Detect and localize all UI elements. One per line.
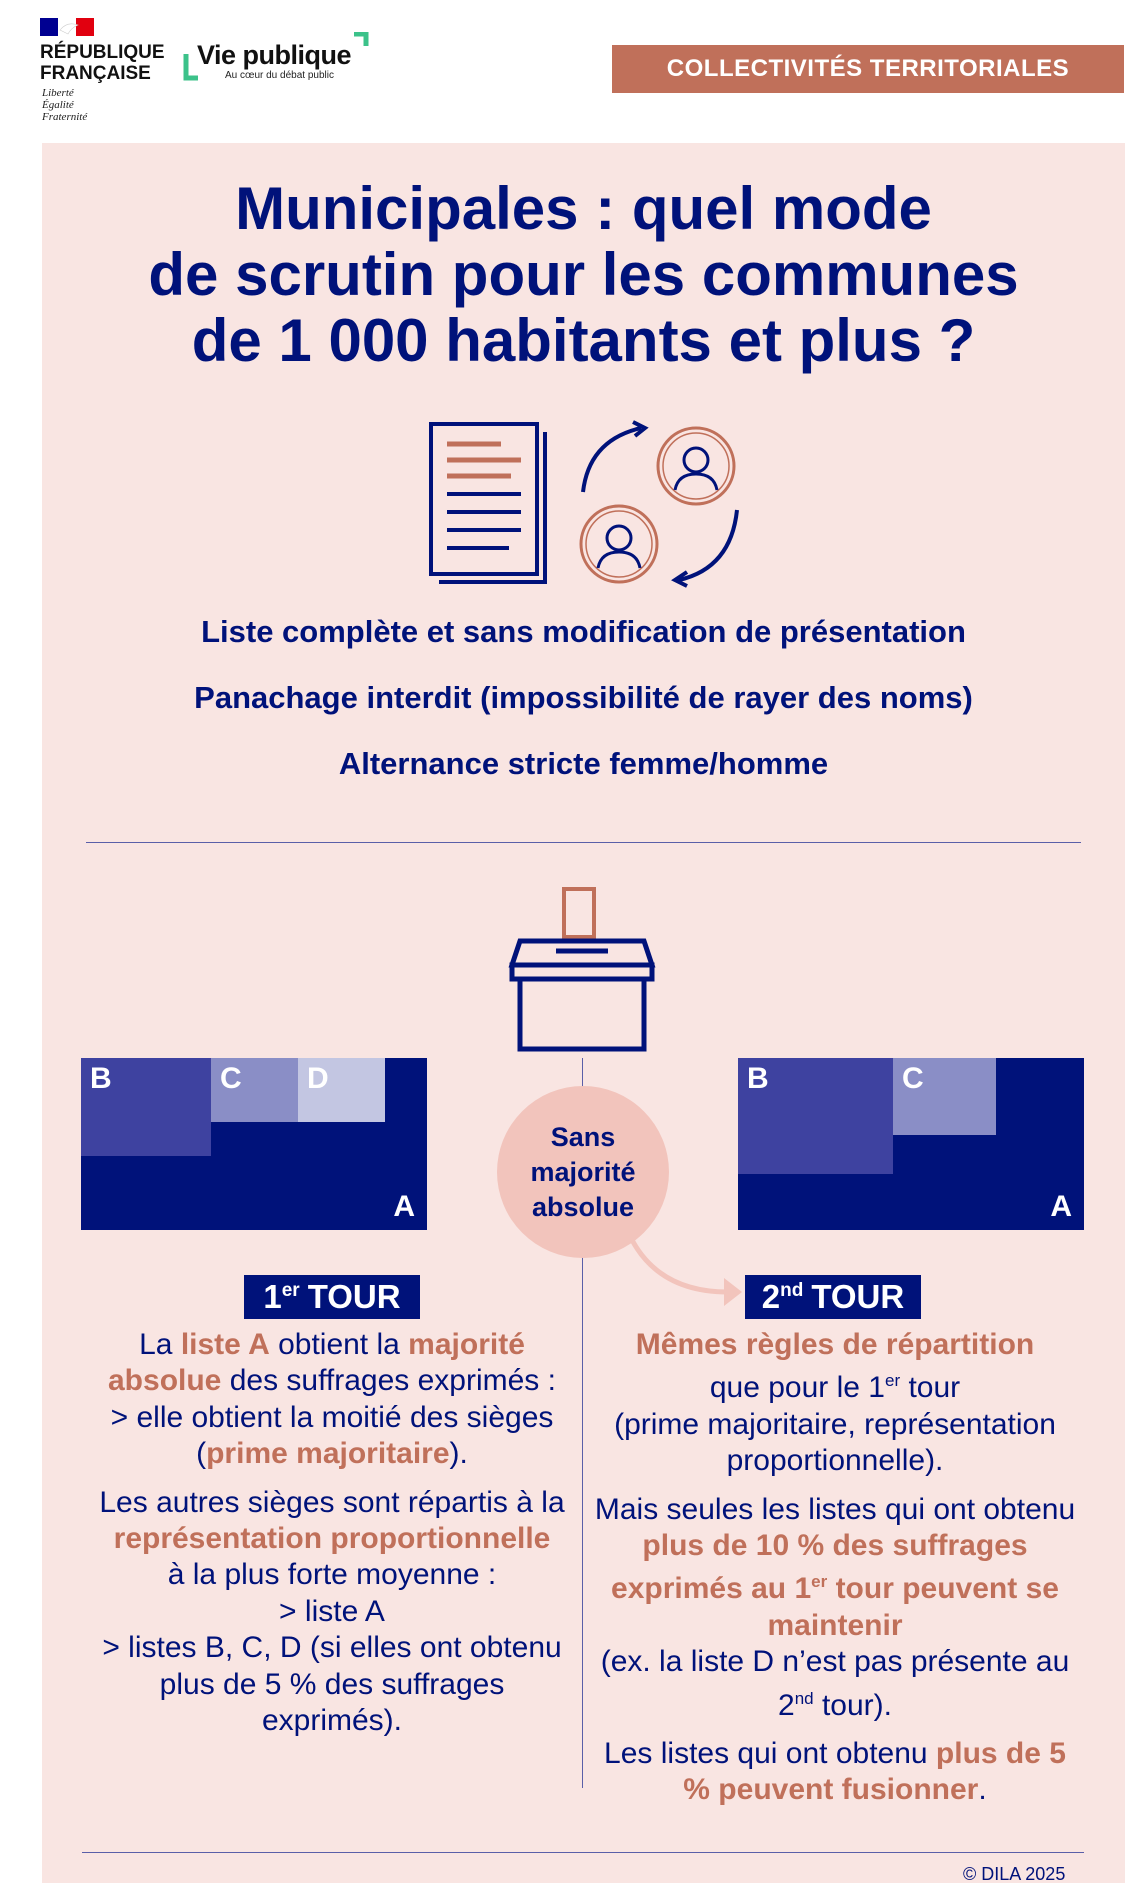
- second-round-merge: Les listes qui ont obtenu plus de 5 % peuvent fusionner.: [604, 1737, 1066, 1807]
- second-round-qualification: Mais seules les listes qui ont obtenu plus de 10 % des suffrages exprimés au 1er tour peuvent se maintenir (ex. la liste D n’est pas présente au 2nd tour).: [594, 1492, 1076, 1722]
- candidates-swap-icon: [575, 420, 745, 590]
- second-round-rules: Mêmes règles de répartition que pour le 1er tour (prime majoritaire, représentation proportionnelle).: [614, 1328, 1056, 1478]
- rule-no-panachage: Panachage interdit (impossibilité de rayer des noms): [194, 680, 973, 715]
- ballot-box-icon: [506, 885, 658, 1060]
- divider: [86, 842, 1081, 843]
- copyright: © DILA 2025: [963, 1864, 1066, 1884]
- rule-complete-list: Liste complète et sans modification de présentation: [201, 614, 966, 649]
- first-round-result: La liste A obtient la majorité absolue des suffrages exprimés : > elle obtient la moitié des sièges (prime majoritaire).: [108, 1328, 556, 1471]
- second-round-label: 2 $^{nd}$ TOUR: [745, 1275, 921, 1319]
- first-round-label: 1 $^{er}$ TOUR: [244, 1275, 420, 1319]
- second-round-list-chart: [738, 1058, 1084, 1230]
- list-c-block: C: [211, 1058, 298, 1122]
- second-round-text: [590, 1327, 1080, 1821]
- first-round-distribution: Les autres sièges sont répartis à la représentation proportionnelle à la plus forte moyenne : > liste A > listes B, C, D (si elles ont obtenu plus de 5 % des suffrages exprimés).: [99, 1485, 565, 1738]
- list-b-block: B: [738, 1058, 893, 1174]
- vie-publique-title: Vie publique: [197, 40, 352, 70]
- republique-francaise-logo: RÉPUBLIQUE FRANÇAISE: [40, 42, 165, 84]
- list-d-block: D: [298, 1058, 385, 1122]
- list-a-label: A: [393, 1190, 415, 1223]
- document-icon: [425, 420, 555, 590]
- page-title: Municipales : quel mode de scrutin pour les communes de 1 000 habitants et plus ?: [148, 175, 1019, 374]
- category-badge: COLLECTIVITÉS TERRITORIALES: [612, 45, 1124, 93]
- list-a-label: A: [1050, 1190, 1072, 1223]
- first-round-list-chart: [81, 1058, 427, 1230]
- list-b-block: B: [81, 1058, 211, 1156]
- vie-publique-tagline: Au cœur du débat public: [225, 70, 334, 81]
- list-c-block: C: [893, 1058, 996, 1135]
- first-round-text: [88, 1327, 576, 1751]
- rule-parity: Alternance stricte femme/homme: [338, 746, 829, 781]
- page-header: [0, 0, 1125, 140]
- bottom-divider: [82, 1852, 1084, 1853]
- no-absolute-majority-bubble: Sans majorité absolue: [497, 1086, 669, 1258]
- republic-motto: Liberté Égalité Fraternité: [42, 87, 88, 123]
- marianne-flag-icon: [40, 18, 94, 36]
- arrow-icon: [630, 1240, 745, 1308]
